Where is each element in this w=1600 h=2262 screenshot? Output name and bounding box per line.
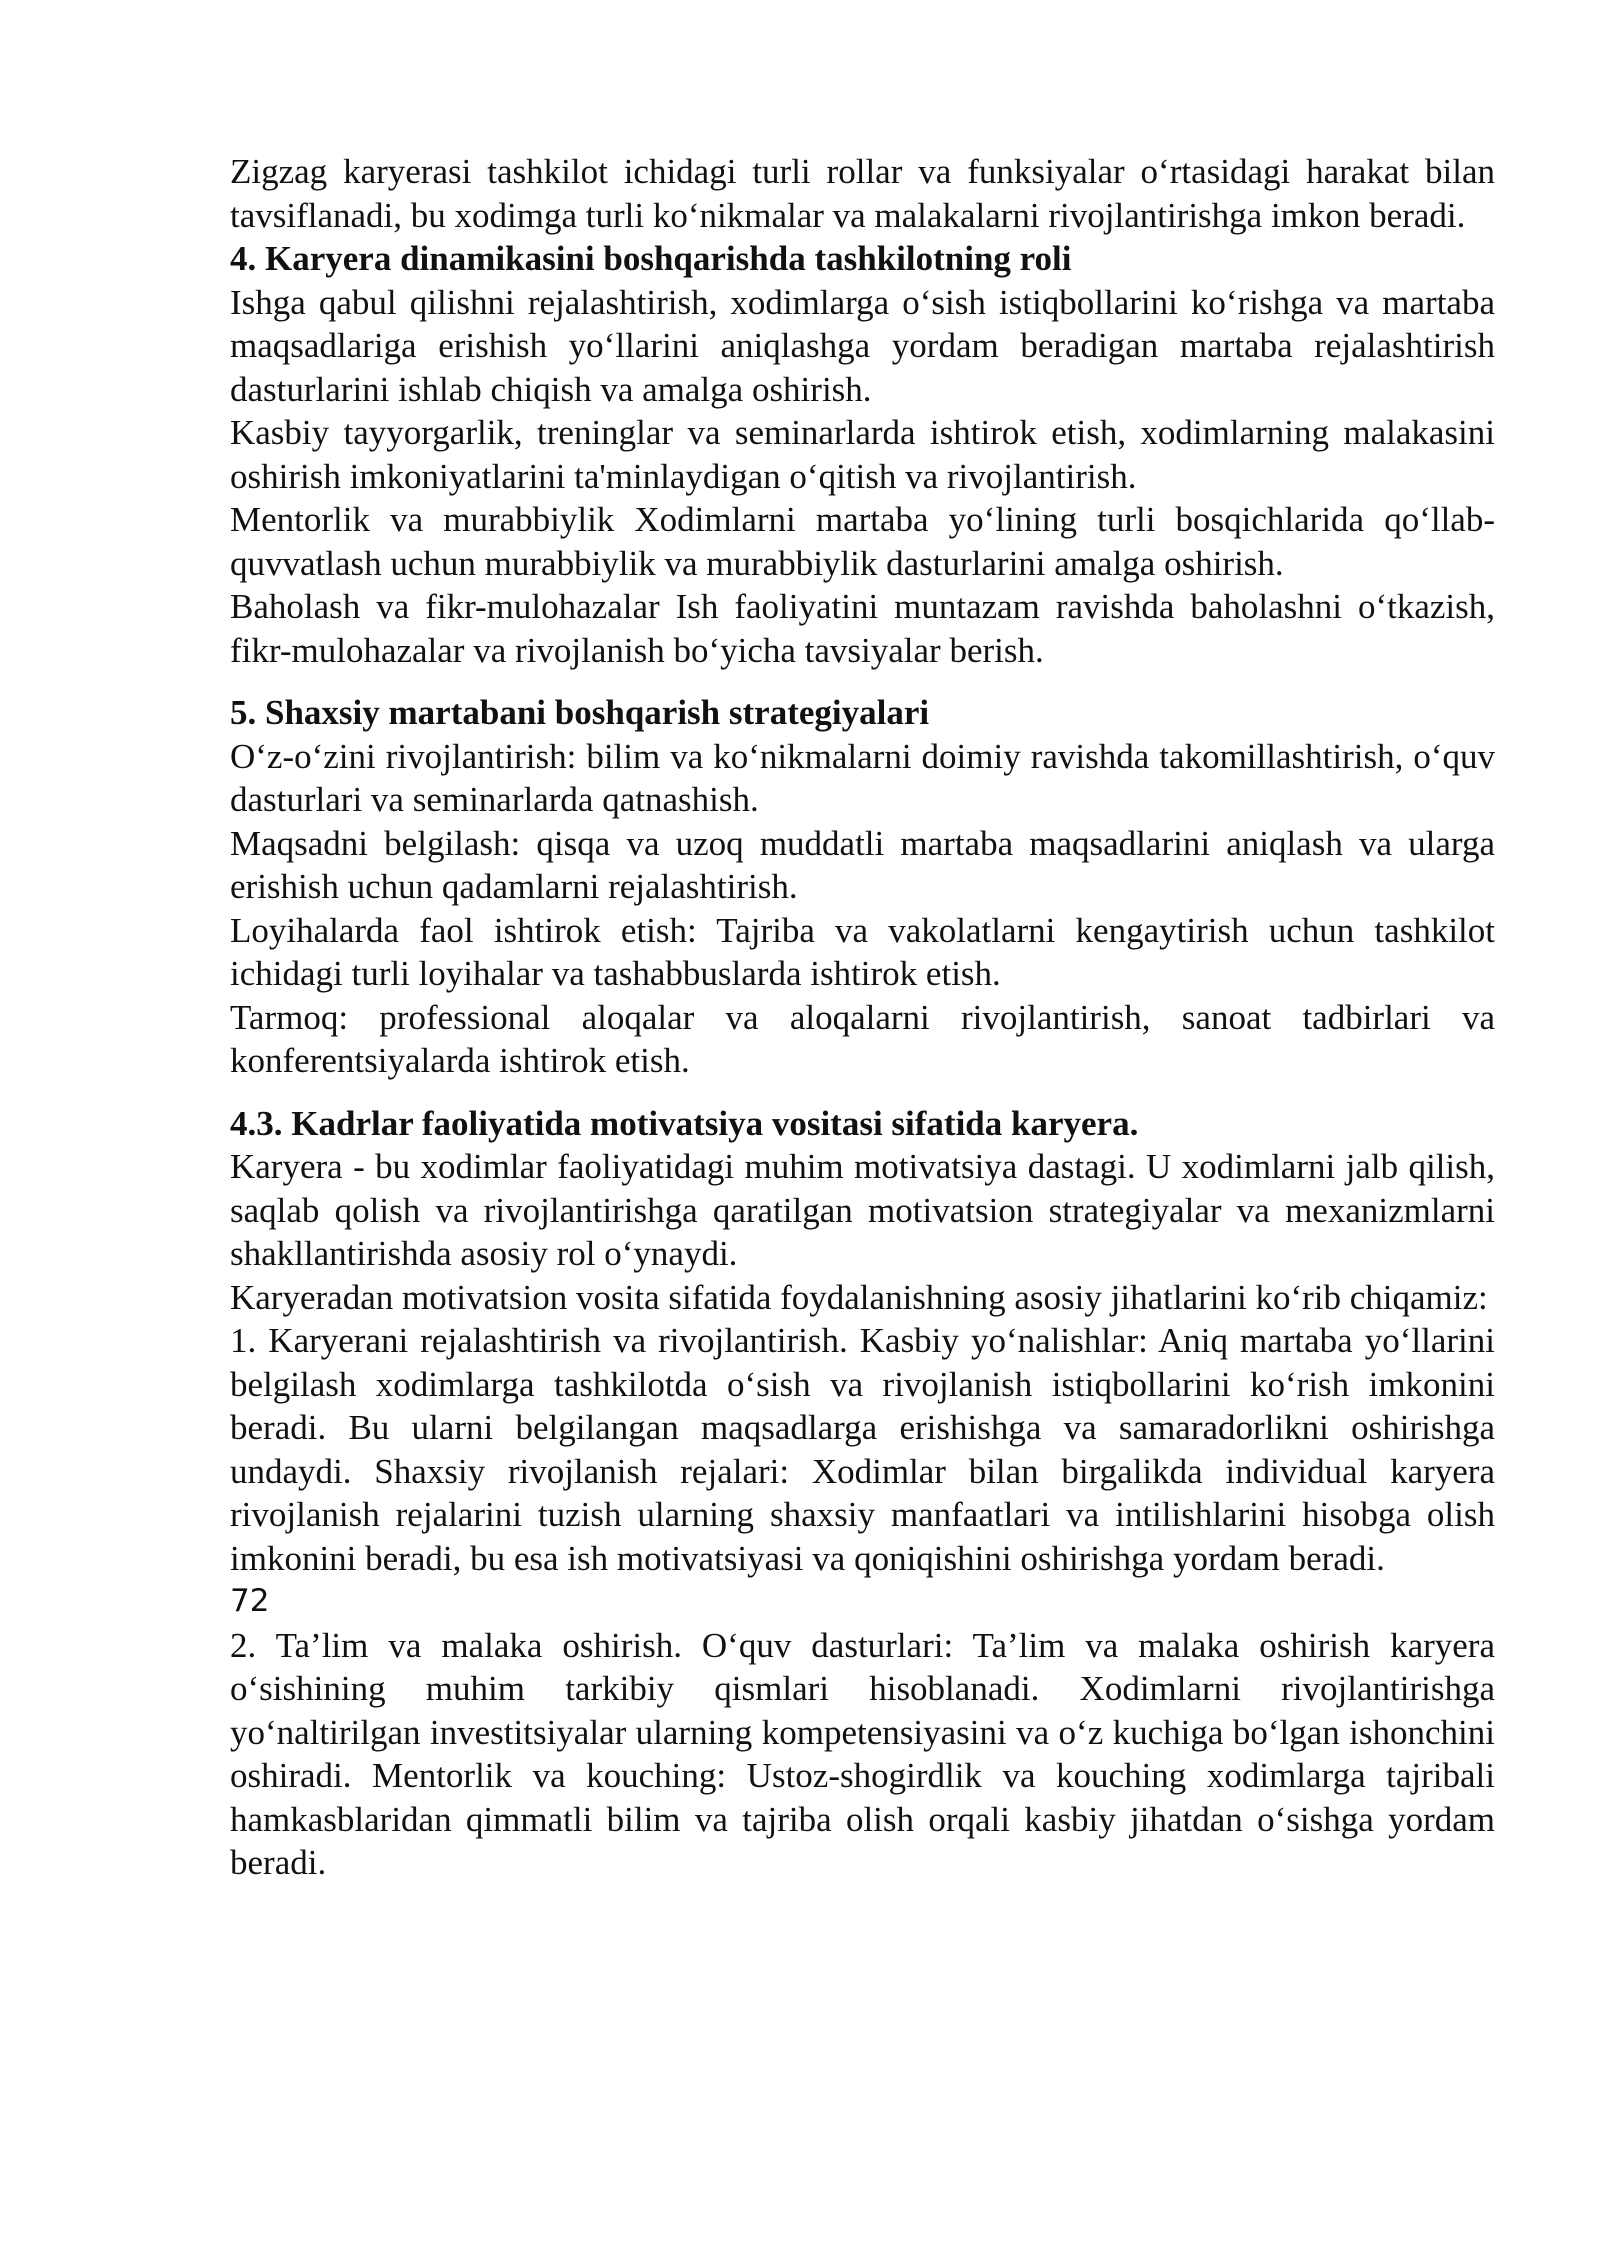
paragraph-professional-training: Kasbiy tayyorgarlik, treninglar va seminarlarda ishtirok etish, xodimlarning malakasini oshirish imkoniyatlarini ta'minlaydigan o‘qitish va rivojlantirish. — [230, 413, 1495, 496]
paragraph-networking: Tarmoq: professional aloqalar va aloqalarni rivojlantirish, sanoat tadbirlari va konferentsiyalarda ishtirok etish. — [230, 997, 1495, 1080]
paragraph-key-aspects-intro: Karyeradan motivatsion vosita sifatida foydalanishning asosiy jihatlarini ko‘rib chiqamiz: — [230, 1277, 1488, 1317]
section-heading-4: 4. Karyera dinamikasini boshqarishda tashkilotning roli — [230, 239, 1072, 278]
paragraph-career-motivation: Karyera - bu xodimlar faoliyatidagi muhim motivatsiya dastagi. U xodimlarni jalb qilish, saqlab qolish va rivojlantirishga qaratilgan motivatsion strategiyalar va mexanizmlarni shakllantirishda asosiy rol o‘ynaydi. — [230, 1147, 1495, 1273]
paragraph-project-participation: Loyihalarda faol ishtirok etish: Tajriba va vakolatlarni kengaytirish uchun tashkilot ichidagi turli loyihalar va tashabbuslarda ishtirok etish. — [230, 910, 1495, 993]
section-heading-4-3: 4.3. Kadrlar faoliyatida motivatsiya vositasi sifatida karyera. — [230, 1103, 1139, 1143]
paragraph-zigzag-career: Zigzag karyerasi tashkilot ichidagi turli rollar va funksiyalar o‘rtasidagi harakat bilan tavsiflanadi, bu xodimga turli ko‘nikmalar va malakalarni rivojlantirishga imkon beradi. — [230, 152, 1495, 235]
paragraph-goal-setting: Maqsadni belgilash: qisqa va uzoq muddatli martaba maqsadlarini aniqlash va ularga erishish uchun qadamlarni rejalashtirish. — [230, 823, 1495, 906]
paragraph-recruitment-planning: Ishga qabul qilishni rejalashtirish, xodimlarga o‘sish istiqbollarini ko‘rishga va martaba maqsadlariga erishish yo‘llarini aniqlashga yordam beradigan martaba rejalashtirish dasturlarini ishlab chiqish va amalga oshirish. — [230, 282, 1495, 409]
paragraph-evaluation-feedback: Baholash va fikr-mulohazalar Ish faoliyatini muntazam ravishda baholashni o‘tkazish, fikr-mulohazalar va rivojlanish bo‘yicha tavsiyalar berish. — [230, 587, 1495, 670]
paragraph-education-training: 2. Ta’lim va malaka oshirish. O‘quv dasturlari: Ta’lim va malaka oshirish karyera o‘sishining muhim tarkibiy qismlari hisoblanadi. Xodimlarni rivojlantirishga yo‘naltirilgan investitsiyalar ularning kompetensiyasini va o‘z kuchiga bo‘lgan ishonchini oshiradi. Mentorlik va kouching: Ustoz-shogirdlik va kouching xodimlarga tajribali hamkasblaridan qimmatli bilim va tajriba olish orqali kasbiy jihatdan o‘sishga yordam beradi. — [230, 1625, 1495, 1882]
page-number: 72 — [230, 1583, 270, 1619]
paragraph-career-planning: 1. Karyerani rejalashtirish va rivojlantirish. Kasbiy yo‘nalishlar: Aniq martaba yo‘llarini belgilash xodimlarga tashkilotda o‘sish va rivojlanish istiqbollarini ko‘rish imkonini beradi. Bu ularni belgilangan maqsadlarga erishishga va samaradorlikni oshirishga undaydi. Shaxsiy rivojlanish rejalari: Xodimlar bilan birgalikda individual karyera rivojlanish rejalarini tuzish ularning shaxsiy manfaatlari va intilishlarini hisobga olish imkonini beradi, bu esa ish motivatsiyasi va qoniqishini oshirishga yordam beradi. — [230, 1321, 1495, 1578]
paragraph-mentoring: Mentorlik va murabbiylik Xodimlarni martaba yo‘lining turli bosqichlarida qo‘llab-quvvatlash uchun murabbiylik va murabbiylik dasturlarini amalga oshirish. — [230, 500, 1495, 583]
document-page — [230, 150, 1495, 1885]
paragraph-self-development: O‘z-o‘zini rivojlantirish: bilim va ko‘nikmalarni doimiy ravishda takomillashtirish, o‘quv dasturlari va seminarlarda qatnashish. — [230, 736, 1495, 819]
section-heading-5: 5. Shaxsiy martabani boshqarish strategiyalari — [230, 693, 930, 732]
